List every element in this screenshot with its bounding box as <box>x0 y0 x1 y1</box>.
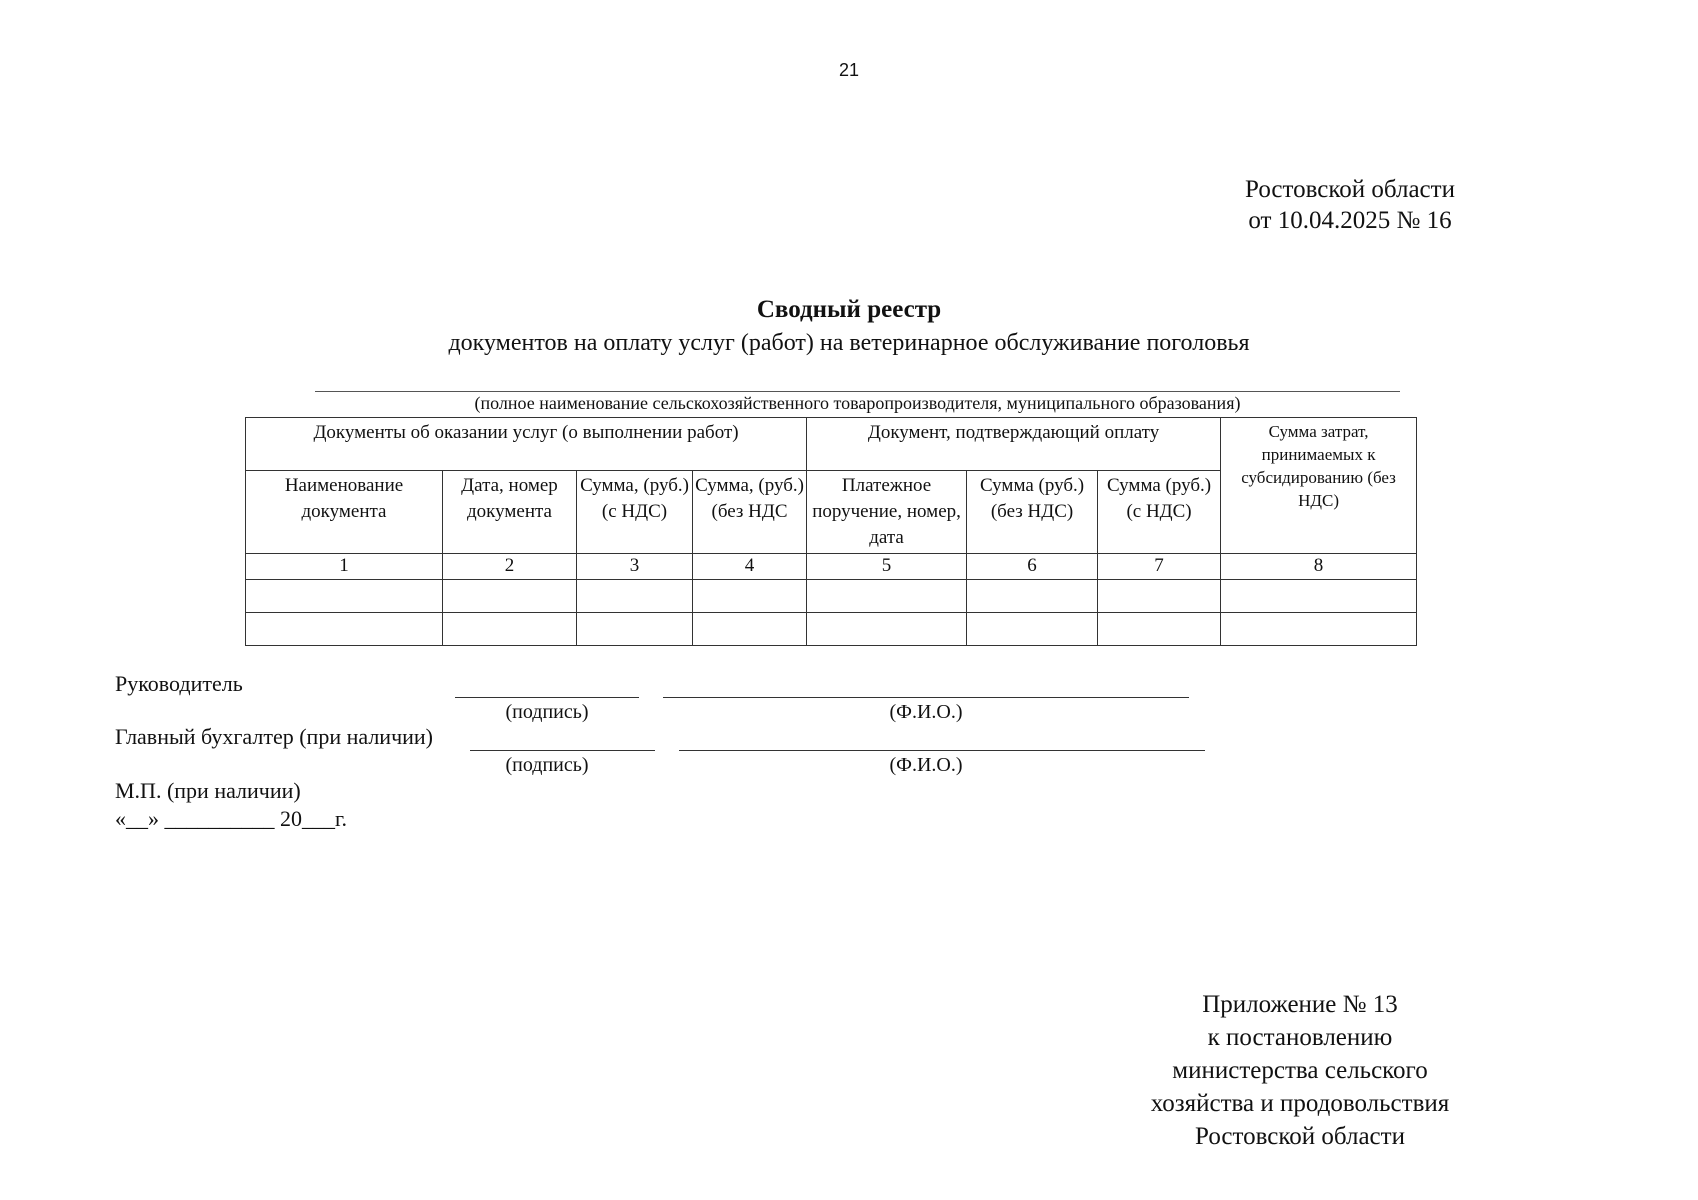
column-number-row <box>246 554 1417 580</box>
producer-name-line[interactable] <box>315 391 1400 392</box>
empty-cell[interactable] <box>246 580 443 613</box>
col-number: 7 <box>1098 554 1221 580</box>
col-number: 1 <box>246 554 443 580</box>
col-header-date-number: Дата, номер документа <box>443 471 577 554</box>
col-number: 3 <box>577 554 693 580</box>
accountant-fio-line[interactable] <box>679 750 1205 751</box>
head-signature-caption: (подпись) <box>505 701 589 723</box>
head-label: Руководитель <box>115 671 243 696</box>
col-header-paid-sum-with-vat: Сумма (руб.) (с НДС) <box>1098 471 1221 554</box>
header-region-line: Ростовской области <box>1245 176 1455 203</box>
appendix-line: хозяйства и продовольствия <box>1150 1090 1450 1117</box>
empty-cell[interactable] <box>967 580 1098 613</box>
col-number: 5 <box>807 554 967 580</box>
empty-cell[interactable] <box>1221 613 1417 646</box>
appendix-line: к постановлению <box>1207 1024 1393 1051</box>
accountant-label: Главный бухгалтер (при наличии) <box>115 724 434 749</box>
accountant-signature-line[interactable] <box>470 750 655 751</box>
registry-table <box>245 417 1417 646</box>
head-fio-caption: (Ф.И.О.) <box>889 701 963 723</box>
header-date-line: от 10.04.2025 № 16 <box>1248 207 1452 234</box>
empty-cell[interactable] <box>807 613 967 646</box>
group-header-subsidy-sum: Сумма затрат, принимаемых к субсидированию (без НДС) <box>1221 418 1417 554</box>
empty-cell[interactable] <box>1098 580 1221 613</box>
col-header-payment-order: Платежное поручение, номер, дата <box>807 471 967 554</box>
appendix-line: Ростовской области <box>1195 1123 1405 1150</box>
group-header-row <box>246 418 1417 471</box>
empty-cell[interactable] <box>443 580 577 613</box>
empty-cell[interactable] <box>443 613 577 646</box>
col-header-paid-sum-without-vat: Сумма (руб.) (без НДС) <box>967 471 1098 554</box>
group-header-payment-doc: Документ, подтверждающий оплату <box>807 418 1221 471</box>
producer-name-caption: (полное наименование сельскохозяйственного товаропроизводителя, муниципального образования) <box>474 393 1241 413</box>
stamp-label: М.П. (при наличии) <box>115 778 301 803</box>
table-row <box>246 613 1417 646</box>
empty-cell[interactable] <box>967 613 1098 646</box>
accountant-signature-caption: (подпись) <box>505 754 589 776</box>
document-subtitle: документов на оплату услуг (работ) на ветеринарное обслуживание поголовья <box>448 330 1250 356</box>
empty-cell[interactable] <box>1221 580 1417 613</box>
col-header-doc-name: Наименование документа <box>246 471 443 554</box>
head-signature-line[interactable] <box>455 697 639 698</box>
empty-cell[interactable] <box>693 580 807 613</box>
document-title: Сводный реестр <box>756 296 942 323</box>
col-number: 2 <box>443 554 577 580</box>
col-number: 8 <box>1221 554 1417 580</box>
appendix-number: Приложение № 13 <box>1202 991 1398 1018</box>
empty-cell[interactable] <box>577 613 693 646</box>
header-reference-block <box>1150 174 1550 236</box>
appendix-block <box>1100 988 1500 1153</box>
col-header-sum-with-vat: Сумма, (руб.) (с НДС) <box>577 471 693 554</box>
head-fio-line[interactable] <box>663 697 1189 698</box>
empty-cell[interactable] <box>246 613 443 646</box>
accountant-fio-caption: (Ф.И.О.) <box>889 754 963 776</box>
table-row <box>246 580 1417 613</box>
empty-cell[interactable] <box>693 613 807 646</box>
date-line: «__» __________ 20___г. <box>115 806 348 831</box>
col-number: 4 <box>693 554 807 580</box>
group-header-service-docs: Документы об оказании услуг (о выполнении работ) <box>246 418 807 471</box>
empty-cell[interactable] <box>807 580 967 613</box>
appendix-line: министерства сельского <box>1172 1057 1428 1084</box>
col-header-sum-without-vat: Сумма, (руб.) (без НДС <box>693 471 807 554</box>
empty-cell[interactable] <box>1098 613 1221 646</box>
empty-cell[interactable] <box>577 580 693 613</box>
col-number: 6 <box>967 554 1098 580</box>
page-number: 21 <box>838 60 860 80</box>
